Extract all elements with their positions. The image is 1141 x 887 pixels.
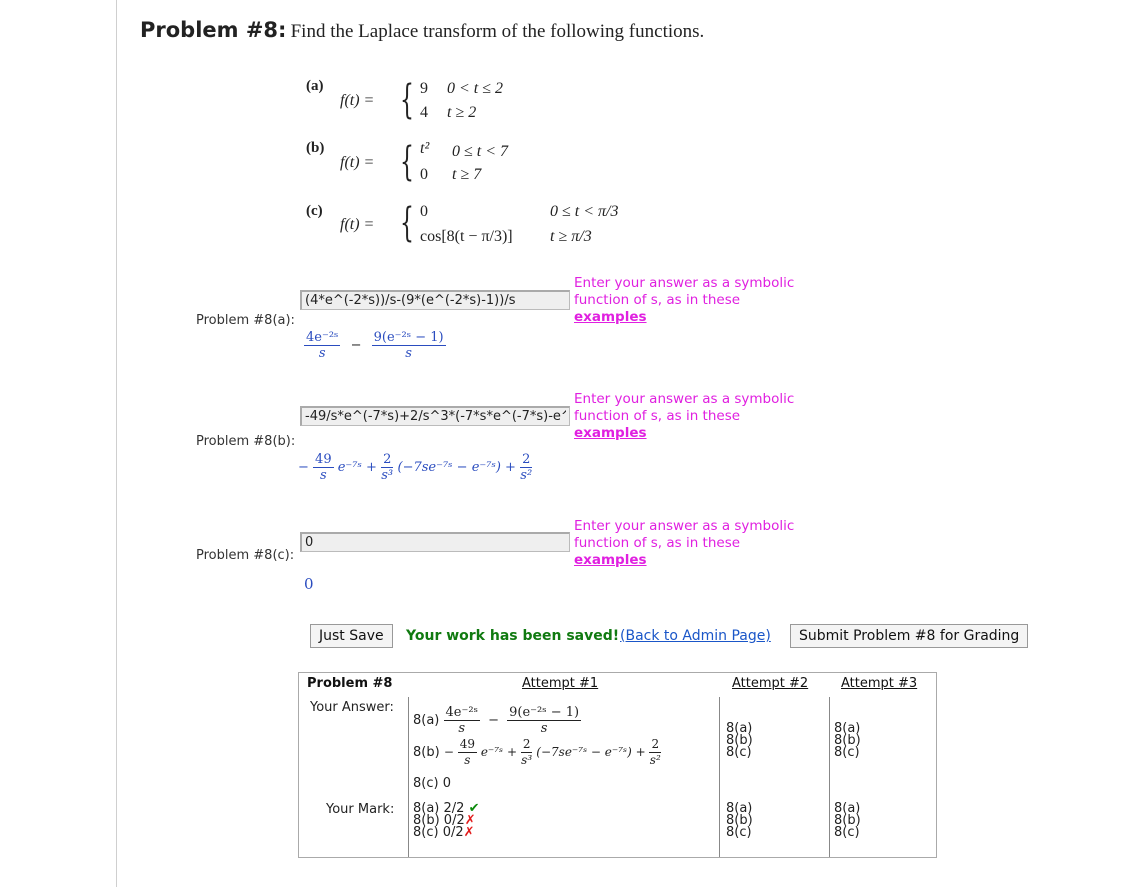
part-b-case2-cond: t ≥ 7 bbox=[452, 166, 482, 183]
answer-a-hint-text: Enter your answer as a symbolic function of s, as in these bbox=[574, 275, 795, 308]
attempt1-a-t2-num: 9(e⁻²ˢ − 1) bbox=[509, 705, 580, 720]
problem-number: Problem #8: bbox=[140, 18, 287, 42]
your-answer-label: Your Answer: bbox=[310, 700, 394, 715]
attempt2-answer-b: 8(b) bbox=[726, 733, 753, 748]
answer-c-hint-text: Enter your answer as a symbolic function of s, as in these bbox=[574, 518, 795, 551]
part-a-case1-expr: 9 bbox=[420, 80, 428, 97]
col-sep-2 bbox=[719, 697, 720, 857]
part-b-case1-expr: t² bbox=[420, 140, 430, 157]
answer-a-preview-op: − bbox=[350, 338, 362, 353]
attempt-2-header[interactable]: Attempt #2 bbox=[732, 676, 809, 691]
attempt1-a-label: 8(a) bbox=[413, 713, 440, 728]
part-a-case2-cond: t ≥ 2 bbox=[447, 104, 477, 121]
attempt2-mark-a: 8(a) bbox=[726, 801, 753, 816]
answer-b-preview-paren: (−7se⁻⁷ˢ − e⁻⁷ˢ) + bbox=[397, 460, 516, 475]
part-b-brace: { bbox=[400, 139, 414, 185]
saved-message: Your work has been saved! bbox=[406, 628, 620, 644]
part-a-case2-expr: 4 bbox=[420, 104, 428, 121]
attempt1-answer-a bbox=[413, 705, 581, 736]
attempt2-marks bbox=[726, 803, 753, 839]
attempt1-b-sign: − bbox=[443, 745, 454, 759]
attempt2-answers bbox=[726, 723, 753, 759]
part-c-brace: { bbox=[400, 200, 414, 246]
part-c-case1-cond: 0 ≤ t < π/3 bbox=[550, 203, 619, 220]
attempt3-answers bbox=[834, 723, 861, 759]
check-icon: ✔ bbox=[468, 801, 480, 816]
attempt1-answer-b bbox=[413, 737, 661, 768]
answer-b-preview-f3-den: s² bbox=[520, 468, 533, 483]
attempt3-mark-b: 8(b) bbox=[834, 813, 861, 828]
attempt1-mark-a: 8(a) 2/2 bbox=[413, 801, 465, 816]
attempt1-b-label: 8(b) bbox=[413, 745, 440, 760]
cross-icon: ✗ bbox=[463, 825, 475, 840]
problem-heading bbox=[140, 18, 704, 43]
attempt-1-header[interactable]: Attempt #1 bbox=[522, 676, 599, 691]
attempt1-a-t1-num: 4e⁻²ˢ bbox=[445, 705, 478, 720]
answer-c-input[interactable] bbox=[300, 532, 570, 552]
attempt1-a-t2-den: s bbox=[540, 721, 548, 736]
part-b-case1-cond: 0 ≤ t < 7 bbox=[452, 143, 509, 160]
answer-a-preview bbox=[304, 330, 446, 361]
answer-b-preview-f2-num: 2 bbox=[383, 452, 392, 467]
answer-b-preview-f3-num: 2 bbox=[522, 452, 531, 467]
answer-a-examples-link[interactable]: examples bbox=[574, 309, 647, 325]
attempt1-marks bbox=[413, 803, 479, 839]
answer-a-preview-t2-den: s bbox=[405, 346, 412, 361]
attempt1-answer-c: 8(c) 0 bbox=[413, 776, 451, 791]
answer-a-label: Problem #8(a): bbox=[196, 313, 295, 328]
answer-c-hint bbox=[574, 518, 814, 569]
answer-c-preview: 0 bbox=[304, 575, 314, 593]
attempt1-b-f3-den: s² bbox=[649, 753, 661, 767]
part-b-case2-expr: 0 bbox=[420, 166, 428, 183]
answer-b-label: Problem #8(b): bbox=[196, 434, 296, 449]
answer-b-examples-link[interactable]: examples bbox=[574, 425, 647, 441]
col-sep-1 bbox=[408, 697, 409, 857]
answer-c-examples-link[interactable]: examples bbox=[574, 552, 647, 568]
just-save-button[interactable]: Just Save bbox=[310, 624, 393, 648]
attempt2-mark-b: 8(b) bbox=[726, 813, 753, 828]
cross-icon: ✗ bbox=[464, 813, 476, 828]
attempt-3-header[interactable]: Attempt #3 bbox=[841, 676, 918, 691]
left-divider bbox=[116, 0, 117, 887]
answer-b-preview-f1-den: s bbox=[319, 468, 327, 483]
part-c-case1-expr: 0 bbox=[420, 203, 428, 220]
part-a-label: (a) bbox=[306, 78, 324, 94]
answer-a-preview-t1-num: 4e⁻²ˢ bbox=[306, 330, 339, 345]
attempt3-marks bbox=[834, 803, 861, 839]
part-c-lhs: f(t) = bbox=[340, 216, 375, 233]
attempt1-mark-b: 8(b) 0/2 bbox=[413, 813, 465, 828]
attempt2-answer-c: 8(c) bbox=[726, 745, 752, 760]
answer-b-preview-sign: − bbox=[298, 460, 309, 475]
part-c-label: (c) bbox=[306, 203, 323, 219]
submit-grading-button[interactable]: Submit Problem #8 for Grading bbox=[790, 624, 1028, 648]
attempt1-b-f3-num: 2 bbox=[651, 737, 660, 751]
attempt3-mark-c: 8(c) bbox=[834, 825, 860, 840]
attempt1-b-f1-num: 49 bbox=[459, 737, 475, 751]
answer-b-preview-plus: + bbox=[366, 460, 377, 475]
attempt1-mark-c: 8(c) 0/2 bbox=[413, 825, 464, 840]
part-a-brace: { bbox=[400, 77, 414, 123]
attempt1-b-f2-den: s³ bbox=[521, 753, 533, 767]
answer-b-hint bbox=[574, 391, 814, 442]
attempt3-answer-b: 8(b) bbox=[834, 733, 861, 748]
attempt1-b-f1-den: s bbox=[464, 753, 471, 767]
answer-b-input[interactable] bbox=[300, 406, 570, 426]
attempt1-b-paren: (−7se⁻⁷ˢ − e⁻⁷ˢ) + bbox=[536, 745, 646, 759]
attempt3-mark-a: 8(a) bbox=[834, 801, 861, 816]
answer-c-label: Problem #8(c): bbox=[196, 548, 295, 563]
attempt1-b-plus: + bbox=[506, 745, 517, 759]
part-c-case2-cond: t ≥ π/3 bbox=[550, 228, 592, 245]
part-b-label: (b) bbox=[306, 140, 325, 156]
part-b-lhs: f(t) = bbox=[340, 154, 375, 171]
part-c-case2-expr: cos[8(t − π/3)] bbox=[420, 228, 513, 245]
answer-b-preview-f2-den: s³ bbox=[381, 468, 394, 483]
attempts-title: Problem #8 bbox=[307, 676, 393, 691]
part-a-case1-cond: 0 < t ≤ 2 bbox=[447, 80, 504, 97]
part-a-lhs: f(t) = bbox=[340, 92, 375, 109]
answer-a-preview-t2-num: 9(e⁻²ˢ − 1) bbox=[373, 330, 444, 345]
attempt2-answer-a: 8(a) bbox=[726, 721, 753, 736]
answer-b-preview-e1: e⁻⁷ˢ bbox=[337, 460, 362, 475]
answer-b-hint-text: Enter your answer as a symbolic function of s, as in these bbox=[574, 391, 795, 424]
answer-b-preview bbox=[298, 452, 532, 483]
your-mark-label: Your Mark: bbox=[326, 802, 395, 817]
attempt1-b-e1: e⁻⁷ˢ bbox=[480, 745, 504, 759]
back-to-admin-link[interactable]: (Back to Admin Page) bbox=[620, 628, 771, 644]
problem-instruction: Find the Laplace transform of the following functions. bbox=[290, 21, 705, 42]
attempt3-answer-a: 8(a) bbox=[834, 721, 861, 736]
attempt1-a-t1-den: s bbox=[458, 721, 466, 736]
answer-a-input[interactable] bbox=[300, 290, 570, 310]
attempt1-b-f2-num: 2 bbox=[522, 737, 531, 751]
answer-a-preview-t1-den: s bbox=[318, 346, 326, 361]
col-sep-3 bbox=[829, 697, 830, 857]
answer-b-preview-f1-num: 49 bbox=[315, 452, 332, 467]
attempt3-answer-c: 8(c) bbox=[834, 745, 860, 760]
answer-a-hint bbox=[574, 275, 814, 326]
attempt1-a-op: − bbox=[488, 713, 499, 728]
attempt2-mark-c: 8(c) bbox=[726, 825, 752, 840]
